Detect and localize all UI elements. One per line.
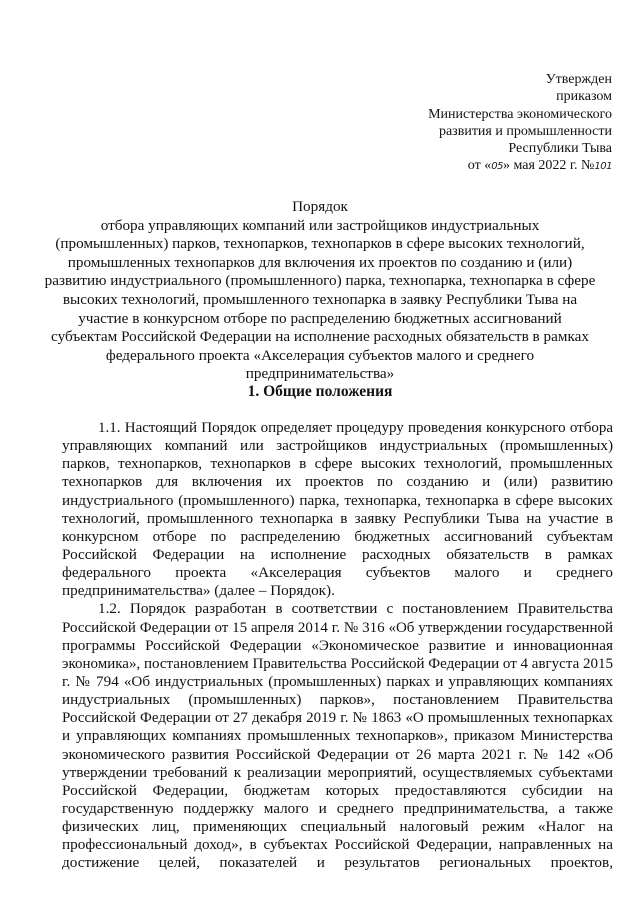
title-line: развитию индустриального (промышленного) парка, технопарка, технопарка в сфере: [44, 272, 596, 290]
text-line: парков, технопарков, технопарков в сфере высоких технологий, промышленных: [62, 455, 613, 473]
text-line: экономического развития Российской Федерации от 26 марта 2021 г. № 142 «Об: [62, 745, 613, 763]
document-title: [40, 198, 600, 384]
text-line: индустриального (промышленного) парка, технопарка, технопарка в сфере высоких: [62, 491, 613, 509]
title-line: Порядок: [292, 198, 348, 215]
approval-line: Министерства экономического: [428, 106, 612, 122]
title-line: предпринимательства»: [245, 365, 395, 383]
text-line: Российской Федерации от 15 апреля 2014 г. № 316 «Об утверждении государственной: [62, 619, 613, 636]
text-line: Российской Федерации, бюджетам которых предоставляются субсидии на: [62, 781, 613, 799]
approval-line: приказом: [556, 89, 612, 105]
title-line: (промышленных) парков, технопарков, технопарков в сфере высоких технологий,: [55, 235, 585, 253]
text-line: индустриальных (промышленных) парков», постановлением Правительства: [62, 691, 613, 709]
text-line: технологий, промышленного технопарка в заявку Республики Тыва на участие в: [62, 509, 613, 527]
approval-stamp: [352, 71, 612, 176]
document-body: [62, 419, 613, 873]
text-line: программы Российской Федерации «Экономическое развитие и инновационная: [62, 636, 613, 654]
text-line: технопарков для включения их проектов по созданию и (или) развитию: [62, 473, 613, 491]
handwritten-day: 05: [491, 161, 503, 173]
text-line: государственную поддержку малого и среднего предпринимательства, а также: [62, 799, 613, 817]
approval-line: Утвержден: [545, 72, 612, 87]
text-line: физических лиц, применяющих специальный налоговый режим «Налог на: [62, 818, 613, 836]
text-line: конкурсном отборе по распределению бюджетных ассигнований субъектам: [62, 527, 613, 545]
text-line: достижение целей, показателей и результатов региональных проектов,: [62, 854, 613, 872]
section-heading: 1. Общие положения: [247, 383, 393, 400]
text-line: управляющих компаний или застройщиков индустриальных (промышленных): [62, 437, 613, 455]
text-line: и управляющих компаниях промышленных технопарков», приказом Министерства: [62, 727, 613, 745]
title-line: высоких технологий, промышленного технопарка в заявку Республики Тыва на: [62, 290, 578, 308]
text-line: 1.1. Настоящий Порядок определяет процедуру проведения конкурсного отбора: [98, 420, 613, 436]
approval-date-line: [352, 157, 612, 175]
title-line: федерального проекта «Акселерация субъектов малого и среднего: [105, 346, 535, 364]
title-line: участие в конкурсном отборе по распределению бюджетных ассигнований: [78, 309, 562, 327]
text-line: г. № 794 «Об индустриальных (промышленных) парках и управляющих компаниях: [62, 672, 613, 690]
text-line: утверждении требований к реализации мероприятий, осуществляемых субъектами: [62, 763, 613, 781]
text-line: Российской Федерации на исполнение расходных обязательств в рамках: [62, 545, 613, 563]
text-line: профессиональный доход», в субъектах Российской Федерации, направленных на: [62, 836, 613, 854]
text-line: 1.2. Порядок разработан в соответствии с постановлением Правительства: [98, 600, 613, 618]
handwritten-order-number: 101: [594, 161, 612, 173]
title-line: отбора управляющих компаний или застройщиков индустриальных: [100, 216, 540, 234]
approval-line: развития и промышленности: [438, 123, 612, 139]
text-line: Российской Федерации от 27 декабря 2019 г. № 1863 «О промышленных технопарках: [62, 710, 613, 727]
title-line: субъектам Российской Федерации на исполнение расходных обязательств в рамках: [51, 328, 589, 346]
text-line: экономика», постановлением Правительства Российской Федерации от 4 августа 2015: [62, 655, 613, 672]
paragraph-1-1: [62, 419, 613, 600]
date-prefix: от «: [467, 158, 492, 174]
title-line: промышленных технопарков для включения их проектов по созданию и (или): [67, 253, 573, 271]
approval-line: Республики Тыва: [508, 141, 612, 157]
text-line: предпринимательства» (далее – Порядок).: [62, 582, 335, 600]
date-middle: » мая 2022 г. №: [502, 158, 595, 174]
text-line: федерального проекта «Акселерация субъектов малого и среднего: [62, 564, 613, 582]
paragraph-1-2: [62, 600, 613, 872]
